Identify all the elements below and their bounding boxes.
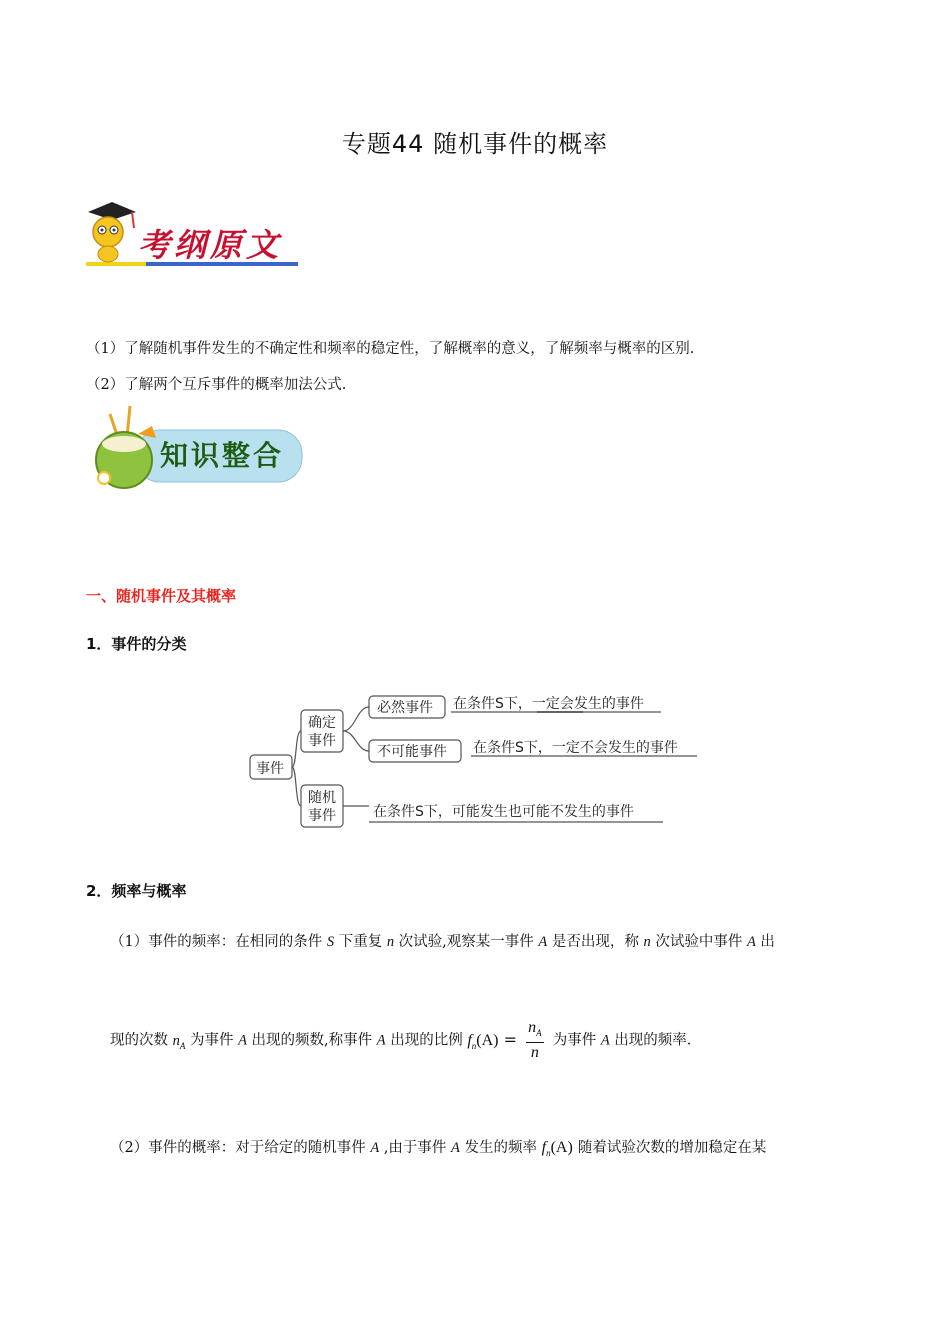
section-heading: 一、随机事件及其概率 xyxy=(86,587,237,605)
count-nA: $n_A$ xyxy=(172,1032,186,1051)
knowledge-banner xyxy=(86,404,306,492)
frequency-definition-line2: 现的次数 $n_A$ 为事件 A 出现的频数,称事件 A 出现的比例 $f_n(A)$ = $\frac{n_A}{n}$ 为事件 A 出现的频率. xyxy=(110,1019,692,1062)
probability-definition-line1: （2）事件的概率：对于给定的随机事件 A ,由于事件 A 发生的频率 $f_n(A)$ 随着试验次数的增加稳定在某 xyxy=(110,1139,767,1159)
syllabus-banner xyxy=(86,198,302,270)
knowledge-banner-label: 知识整合 xyxy=(160,439,285,472)
node-random-line1: 随机 xyxy=(308,790,336,806)
frequency-formula: $f_n(A)$ = $\frac{n_A}{n}$ xyxy=(467,1019,542,1062)
subheading-event-classification: 1．事件的分类 xyxy=(86,635,187,653)
frequency-symbol: $f_n(A)$ xyxy=(541,1139,573,1159)
event-classification-diagram xyxy=(245,688,705,833)
page-title: 专题44 随机事件的概率 xyxy=(341,130,609,158)
frequency-definition-line1: （1）事件的频率：在相同的条件 S 下重复 n 次试验,观察某一事件 A 是否出现，称 n 次试验中事件 A 出 xyxy=(110,934,775,950)
node-certain: 必然事件 xyxy=(377,700,433,716)
random-description: 在条件S下，可能发生也可能不发生的事件 xyxy=(373,804,634,820)
syllabus-banner-label: 考纲原文 xyxy=(138,226,283,264)
node-deterministic-line2: 事件 xyxy=(308,733,336,749)
node-impossible: 不可能事件 xyxy=(377,744,447,760)
certain-description: 在条件S下，一定会发生的事件 xyxy=(453,696,644,712)
subheading-frequency-probability: 2．频率与概率 xyxy=(86,882,187,900)
node-deterministic-line1: 确定 xyxy=(308,715,336,731)
syllabus-item-2: （2）了解两个互斥事件的概率加法公式. xyxy=(86,377,347,393)
impossible-description: 在条件S下，一定不会发生的事件 xyxy=(473,740,678,756)
node-random-line2: 事件 xyxy=(308,808,336,824)
node-event: 事件 xyxy=(256,761,284,777)
syllabus-item-1: （1）了解随机事件发生的不确定性和频率的稳定性，了解概率的意义，了解频率与概率的区别. xyxy=(86,341,695,357)
